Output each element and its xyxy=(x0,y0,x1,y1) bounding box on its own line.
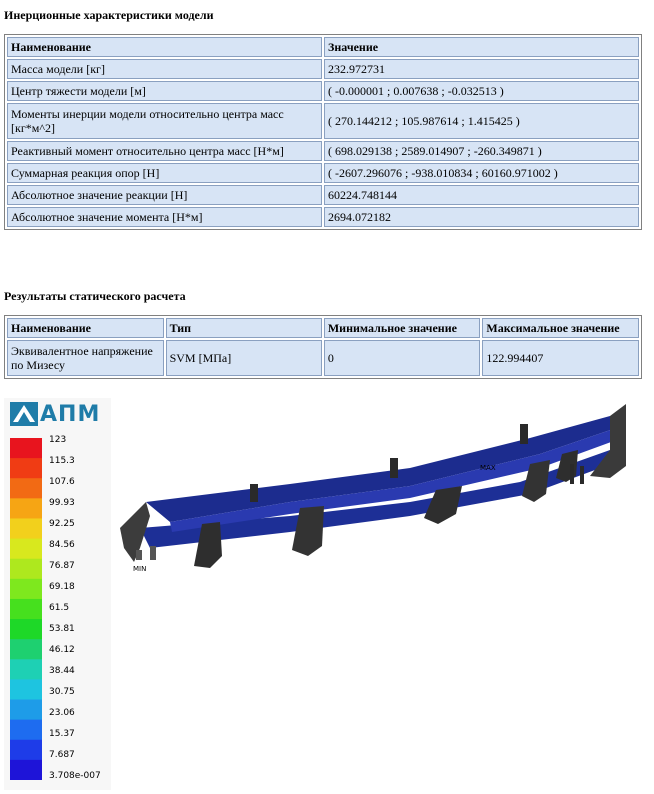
legend-swatch xyxy=(10,740,42,761)
table-cell: Реактивный момент относительно центра масс [Н*м] xyxy=(7,141,322,161)
table-cell: SVM [МПа] xyxy=(166,340,322,376)
legend-tick-label: 92.25 xyxy=(49,519,75,529)
table-header-row xyxy=(7,37,639,57)
legend-swatch xyxy=(10,599,42,620)
table-cell: 60224.748144 xyxy=(324,185,639,205)
table-cell: Моменты инерции модели относительно центра масс [кг*м^2] xyxy=(7,103,322,139)
legend-tick-label: 3.708e-007 xyxy=(49,771,101,781)
header-cell: Значение xyxy=(324,37,639,57)
legend-swatch xyxy=(10,679,42,700)
legend-tick-label: 115.3 xyxy=(49,456,75,466)
table-cell: 0 xyxy=(324,340,481,376)
table-cell: Центр тяжести модели [м] xyxy=(7,81,322,101)
table-cell: ( 698.029138 ; 2589.014907 ; -260.349871 ) xyxy=(324,141,639,161)
inertia-table xyxy=(4,34,642,230)
legend-swatch xyxy=(10,720,42,741)
static-results-table xyxy=(4,315,642,379)
legend-tick-label: 46.12 xyxy=(49,645,75,655)
table-cell: Масса модели [кг] xyxy=(7,59,322,79)
inertia-title: Инерционные характеристики модели xyxy=(4,8,214,22)
legend-swatch xyxy=(10,438,42,459)
table-cell: 122.994407 xyxy=(482,340,639,376)
legend-swatch xyxy=(10,458,42,479)
header-cell: Тип xyxy=(166,318,322,338)
table-row xyxy=(7,81,639,101)
legend-swatch xyxy=(10,659,42,680)
table-row xyxy=(7,163,639,183)
legend-swatch xyxy=(10,760,42,780)
legend-tick-label: 61.5 xyxy=(49,603,70,613)
legend-tick-label: 99.93 xyxy=(49,498,75,508)
min-label: MIN xyxy=(133,565,147,573)
legend-swatch xyxy=(10,498,42,519)
table-row xyxy=(7,59,639,79)
header-cell: Минимальное значение xyxy=(324,318,481,338)
legend-swatch xyxy=(10,478,42,499)
legend-tick-label: 69.18 xyxy=(49,582,75,592)
legend-tick-label: 23.06 xyxy=(49,708,75,718)
legend-swatch xyxy=(10,518,42,539)
logo-text: АПМ xyxy=(40,402,101,427)
table-row xyxy=(7,207,639,227)
legend-swatch xyxy=(10,700,42,721)
legend-tick-label: 15.37 xyxy=(49,729,75,739)
legend-swatch xyxy=(10,559,42,580)
table-row xyxy=(7,340,639,376)
legend-tick-label: 38.44 xyxy=(49,666,75,676)
table-row xyxy=(7,185,639,205)
frame-render xyxy=(110,398,654,598)
table-header-row xyxy=(7,318,639,338)
header-cell: Наименование xyxy=(7,37,322,57)
legend-tick-label: 76.87 xyxy=(49,561,75,571)
table-cell: 2694.072182 xyxy=(324,207,639,227)
color-legend xyxy=(10,438,42,780)
table-row xyxy=(7,141,639,161)
legend-swatch xyxy=(10,639,42,660)
legend-swatch xyxy=(10,579,42,600)
table-cell: ( -0.000001 ; 0.007638 ; -0.032513 ) xyxy=(324,81,639,101)
legend-tick-label: 53.81 xyxy=(49,624,75,634)
max-label: MAX xyxy=(480,464,496,472)
table-cell: ( 270.144212 ; 105.987614 ; 1.415425 ) xyxy=(324,103,639,139)
table-cell: Абсолютное значение момента [Н*м] xyxy=(7,207,322,227)
legend-tick-label: 7.687 xyxy=(49,750,75,760)
table-cell: ( -2607.296076 ; -938.010834 ; 60160.971002 ) xyxy=(324,163,639,183)
static-title: Результаты статического расчета xyxy=(4,289,186,303)
table-cell: Суммарная реакция опор [Н] xyxy=(7,163,322,183)
table-cell: Эквивалентное напряжение по Мизесу xyxy=(7,340,164,376)
legend-tick-label: 30.75 xyxy=(49,687,75,697)
legend-swatch xyxy=(10,619,42,640)
header-cell: Максимальное значение xyxy=(482,318,639,338)
table-row xyxy=(7,103,639,139)
header-cell: Наименование xyxy=(7,318,164,338)
legend-tick-label: 84.56 xyxy=(49,540,75,550)
logo-icon xyxy=(10,402,38,426)
legend-tick-label: 123 xyxy=(49,435,67,445)
legend-swatch xyxy=(10,539,42,560)
legend-tick-label: 107.6 xyxy=(49,477,75,487)
table-cell: Абсолютное значение реакции [Н] xyxy=(7,185,322,205)
table-cell: 232.972731 xyxy=(324,59,639,79)
